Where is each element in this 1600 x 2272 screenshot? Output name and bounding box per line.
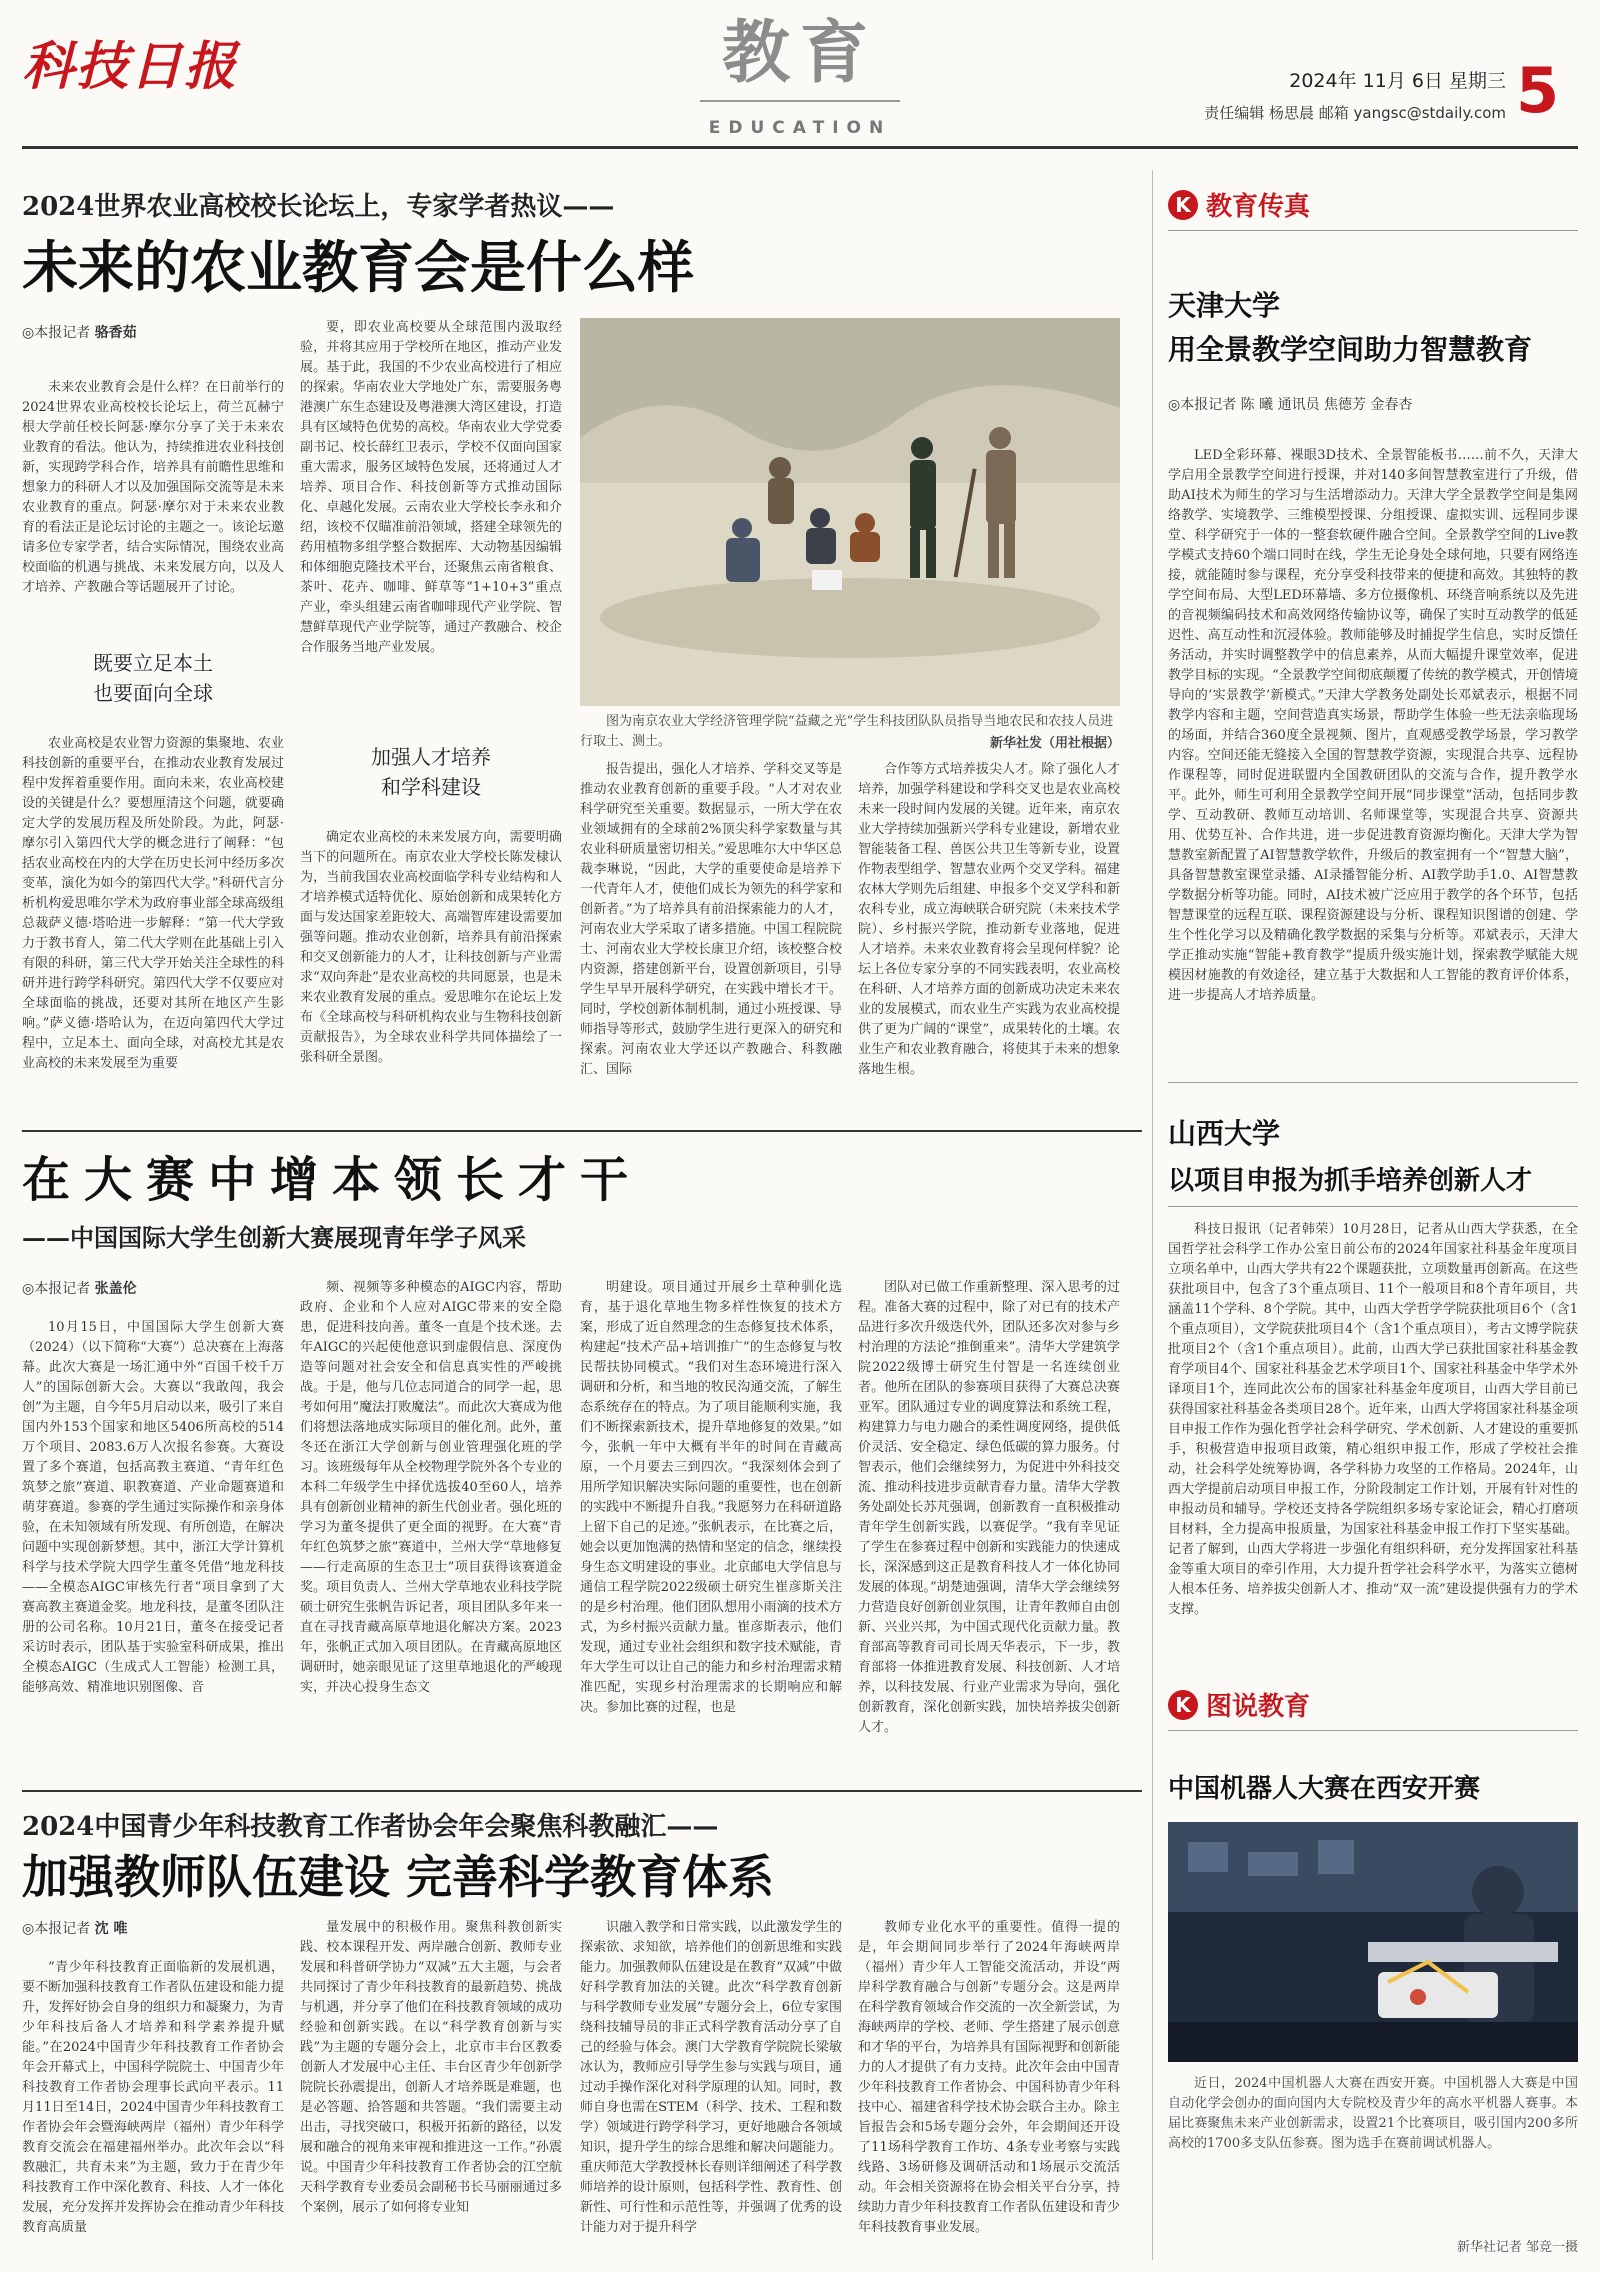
article1-headline: 未来的农业教育会是什么样 <box>22 236 694 301</box>
section-title: 教育 <box>721 14 878 93</box>
robot-contest-title: 中国机器人大赛在西安开赛 <box>1168 1774 1481 1804</box>
article1-photo-credit: 新华社发（用社根据） <box>989 736 1120 751</box>
article3-headline: 加强教师队伍建设 完善科学教育体系 <box>22 1850 775 1904</box>
article2-bottom-rule <box>22 1790 1142 1792</box>
article2-col4: 团队对已做工作重新整理、深入思考的过程。准备大赛的过程中，除了对已有的技术产品进行多次升级迭代外，团队还多次对参与乡村治理的方法论“推倒重来”。清华大学建筑学院2022级博士研究生付智是一名连续创业者。他所在团队的参赛项目获得了大赛总决赛亚军。团队通过专业的调度算法和系统工程，构建算力与电力融合的柔性调度网络，提供低价灵活、安全稳定、绿色低碳的算力服务。付智表示，他们会继续努力，为促进中外科技交流、推动科技进步贡献青春力量。清华大学教务处副处长苏芃强调，创新教育一直积极推动青年学生创新实践，以赛促学。“我有幸见证了学生在参赛过程中创新和实践能力的快速成长，深深感到这正是教育科技人才一体化协同发展的体现。”胡楚迪强调，清华大学会继续努力营造良好创新创业氛围，让青年教师自由创新、兴业兴邦，为中国式现代化贡献力量。教育部高等教育司司长周天华表示，下一步，教育部将一体推进教育发展、科技创新、人才培养，以科技发展、行业产业需求为导向，强化创新教育，深化创新实践，加快培养拔尖创新人才。 <box>858 1280 1120 1735</box>
k-badge-icon: K <box>1168 1690 1198 1720</box>
article1-col2: 要，即农业高校要从全球范围内汲取经验，并将其应用于学校所在地区，推动产业发展。基于此，我国的不少农业高校进行了相应的探索。华南农业大学地处广东，需要服务粤港澳广东生态建设及粤港澳大湾区建设，打造具有区域特色优势的高校。华南农业大学党委副书记、校长薛红卫表示，学校不仅面向国家重大需求，服务区域特色发展，还将通过人才培养、项目合作、科技创新等方式推动国际化、卓越化发展。云南农业大学校长李永和介绍，该校不仅瞄准前沿领域，搭建全球领先的药用植物多组学整合数据库、大动物基因编辑和体细胞克隆技术平台，还聚焦云南省粮食、茶叶、花卉、咖啡、鲜草等“1+10+3”重点产业，牵头组建云南省咖啡现代产业学院、智慧鲜草现代产业学院等，通过产教融合、校企合作服务当地产业发展。 <box>300 320 562 655</box>
robot-contest-credit: 新华社记者 邹竞一摄 <box>1456 2240 1578 2255</box>
article3-byline: ◎本报记者 沈 唯 <box>22 1921 128 1937</box>
editor-info: 责任编辑 杨思晨 邮箱 yangsc@stdaily.com <box>1204 104 1506 122</box>
sidebar-rule-4 <box>1168 1730 1578 1731</box>
article2-col1: 10月15日，中国国际大学生创新大赛（2024）（以下简称“大赛”）总决赛在上海落幕。此次大赛是一场汇通中外“百国千校千万人”的国际创新大会。大赛以“我敢闯，我会创”为主题，自今年5月启动以来，吸引了来自国内外153个国家和地区5406所高校的514万个项目、2083.6万人次报名参赛。大赛设置了多个赛道，包括高教主赛道、“青年红色筑梦之旅”赛道、职教赛道、产业命题赛道和萌芽赛道。参赛的学生通过实际操作和亲身体验，在未知领域有所发现、有所创造，在解决问题中实现创新梦想。其中，浙江大学计算机科学与技术学院大四学生董冬凭借“地龙科技——全模态AIGC审核先行者”项目拿到了大赛高教主赛道金奖。地龙科技，是董冬团队注册的公司名称。10月21日，董冬在接受记者采访时表示，团队基于实验室科研成果，推出全模态AIGC（生成式人工智能）检测工具，能够高效、精准地识别图像、音 <box>22 1320 284 1695</box>
article1-photo-caption: 图为南京农业大学经济管理学院“益藏之光”学生科技团队队员指导当地农民和农技人员进行取土、测土。 <box>580 714 1114 749</box>
article3-kicker: 2024中国青少年科技教育工作者协会年会聚焦科教融汇—— <box>22 1812 719 1842</box>
article1-col1: 未来农业教育会是什么样？在日前举行的2024世界农业高校校长论坛上，荷兰瓦赫宁根大学前任校长阿瑟·摩尔分享了关于未来农业教育的看法。他认为，持续推进农业科技创新，实现跨学科合作，培养具有前瞻性思维和想象力的科研人才以及加强国际交流等是未来农业教育的重点。阿瑟·摩尔对于未来农业教育的看法正是论坛讨论的主题之一。该论坛邀请多位专家学者，结合实际情况，围绕农业高校面临的机遇与挑战、未来发展方向，以及人才培养、产教融合等话题展开了讨论。 <box>22 380 284 595</box>
article1-col1b: 农业高校是农业智力资源的集聚地、农业科技创新的重要平台，在推动农业教育发展过程中发挥着重要作用。面向未来，农业高校建设的关键是什么？要想厘清这个问题，就要确定大学的发展历程及所处阶段。为此，阿瑟·摩尔引入第四代大学的概念进行了阐释：“包括农业高校在内的大学在历史长河中经历多次变革，演化为如今的第四代大学。”科研代言分析机构爱思唯尔学术为政府事业部全球高级组总裁萨义德·塔哈进一步解释：“第一代大学致力于教书育人，第二代大学则在此基础上引入有限的科研，第三代大学开始关注全球性的科研并进行跨学科研究。第四代大学不仅要应对全球面临的挑战，还要对其所在地区产生影响。”萨义德·塔哈认为，在迈向第四代大学过程中，立足本土、面向全球，对高校尤其是农业高校的未来发展至为重要 <box>22 736 284 1071</box>
sidebar-rule-2 <box>1168 1082 1578 1083</box>
issue-date: 2024年 11月 6日 星期三 <box>1289 70 1506 92</box>
article3-col1: “青少年科技教育正面临新的发展机遇，要不断加强科技教育工作者队伍建设和能力提升，发挥好协会自身的组织力和凝聚力，为青少年科技后备人才培养和科学素养提升赋能。”在2024中国青少年科技教育工作者协会年会开幕式上，中国科学院院士、中国青少年科技教育工作者协会理事长武向平表示。11月11日至14日，2024中国青少年科技教育工作者协会年会暨海峡两岸（福州）青少年科学教育交流会在福建福州举办。此次年会以“科教融汇，共育未来”为主题，致力于在青少年科技教育工作中深化教育、科技、人才一体化发展，充分发挥并发挥协会在推动青少年科技教育高质量 <box>22 1960 284 2235</box>
article1-col4: 合作等方式培养拔尖人才。除了强化人才培养，加强学科建设和学科交叉也是农业高校未来一段时间内发展的关键。近年来，南京农业大学持续加强新兴学科专业建设，新增农业智能装备工程、兽医公共卫生等新专业，设置作物表型组学、智慧农业两个交叉学科。福建农林大学则先后组建、申报多个交叉学科和新农科专业，成立海峡联合研究院（未来技术学院）、乡村振兴学院，推动新专业落地，促进人才培养。未来农业教育将会呈现何样貌？论坛上各位专家分享的不同实践表明，农业高校在科研、人才培养方面的创新成功决定未来农业的发展模式，而农业生产实践为农业高校提供了更为广阔的“课堂”，成果转化的土壤。农业生产和农业教育融合，将使其于未来的想象落地生根。 <box>858 762 1120 1077</box>
column-header-tushuo-jiaoyu: K 图说教育 <box>1168 1686 1310 1723</box>
article2-subtitle: ——中国国际大学生创新大赛展现青年学子风采 <box>22 1223 526 1252</box>
robot-debugging-image <box>1168 1822 1578 2062</box>
article1-byline: ◎本报记者 骆香茹 <box>22 325 137 341</box>
article1-col2b: 确定农业高校的未来发展方向，需要明确当下的问题所在。南京农业大学校长陈发棣认为，当前我国农业高校面临学科专业结构和人才培养模式适特优化、原始创新和成果转化方面与发达国家差距较大、高端智库建设需要加强等问题。推动农业创新，培养具有前沿探索和交叉创新能力的人才，让科技创新与产业需求“双向奔赴”是农业高校的共同愿景，也是未来农业教育发展的重点。爱思唯尔在论坛上发布《全球高校与科研机构农业与生物科技创新贡献报告》，为全球农业科学共同体描绘了一张科研全景图。 <box>300 830 562 1065</box>
article1-kicker: 2024世界农业高校校长论坛上，专家学者热议—— <box>22 192 615 222</box>
article3-col3: 识融入教学和日常实践，以此激发学生的探索欲、求知欲，培养他们的创新思维和实践能力。加强教师队伍建设是在教育“双减”中做好科学教育加法的关键。此次“科学教育创新与科学教师专业发展”专题分会上，6位专家围绕科技辅导员的非正式科学教育活动分享了自己的经验与体会。澳门大学教育学院院长梁敏冰认为，教师应引导学生参与实践与项目，通过动手操作深化对科学原理的认知。同时，教师自身也需在STEM（科学、技术、工程和数学）领域进行跨学科学习，更好地融合各领域知识，提升学生的综合思维和解决问题能力。重庆师范大学教授林长春则详细阐述了科学教师培养的设计原则，包括科学性、教育性、创新性、可行性和示范性等，并强调了优秀的设计能力对于提升科学 <box>580 1920 842 2235</box>
article2-headline: 在大赛中增本领长才干 <box>22 1152 643 1208</box>
article2-col2: 频、视频等多种模态的AIGC内容，帮助政府、企业和个人应对AIGC带来的安全隐患，促进科技向善。董冬一直是个技术迷。去年AIGC的兴起使他意识到虚假信息、深度伪造等问题对社会安全和信息真实性的严峻挑战。于是，他与几位志同道合的同学一起，思考如何用“魔法打败魔法”。而此次大赛成为他们将想法落地成实际项目的催化剂。此外，董冬还在浙江大学创新与创业管理强化班的学习。该班级每年从全校物理学院外各个专业的本科二年级学生中择优选拔40至60人，培养具有创新创业精神的新生代创业者。强化班的学习为董冬提供了更全面的视野。在大赛“青年红色筑梦之旅”赛道中，兰州大学“草地修复——行走高原的生态卫士”项目获得该赛道金奖。项目负责人、兰州大学草地农业科技学院硕士研究生张帆告诉记者，项目团队多年来一直在寻找青藏高原草地退化解决方案。2023年，张帆正式加入项目团队。在青藏高原地区调研时，她亲眼见证了这里草地退化的严峻现实，并决心投身生态文 <box>300 1280 562 1695</box>
article1-subhead1: 既要立足本土 也要面向全球 <box>93 651 213 705</box>
robot-contest-photo <box>1168 1822 1578 2062</box>
field-soil-testing-image <box>580 318 1120 706</box>
sidebar-rule <box>1168 230 1578 231</box>
masthead-rule <box>22 146 1578 149</box>
article1-bottom-rule <box>22 1130 1142 1132</box>
article3-col2: 量发展中的积极作用。聚焦科教创新实践、校本课程开发、两岸融合创新、教师专业发展和科普研学协力“双减”五大主题，与会者共同探讨了青少年科技教育的最新趋势、挑战与机遇，并分享了他们在科技教育领域的成功经验和创新实践。在以“科学教育创新与实践”为主题的专题分会上，北京市丰台区教委创新人才发展中心主任、丰台区青少年创新学院院长孙震提出，创新人才培养既是难题，也是必答题、拾答题和共答题。“我们需要主动出击，寻找突破口，积极开拓新的路径，以发展和融合的视角来审视和推进这一工作。”孙震说。中国青少年科技教育工作者协会的江空航天科学教育专业委员会副秘书长马丽丽通过多个案例，展示了如何将专业知 <box>300 1920 562 2215</box>
k-badge-icon: K <box>1168 190 1198 220</box>
sidebar-rule-3 <box>1168 1206 1578 1207</box>
tianjin-article-title: 用全景教学空间助力智慧教育 <box>1168 333 1533 366</box>
robot-contest-caption: 近日，2024中国机器人大赛在西安开赛。中国机器人大赛是中国自动化学会创办的面向国内大专院校及青少年的高水平机器人赛事。本届比赛聚焦未来产业创新需求，设置21个比赛项目，吸引国内200多所高校的1700多支队伍参赛。图为选手在赛前调试机器人。 <box>1168 2076 1578 2151</box>
page-number: 5 <box>1516 54 1560 127</box>
article1-photo <box>580 318 1120 706</box>
article3-col4: 教师专业化水平的重要性。值得一提的是，年会期间同步举行了2024年海峡两岸（福州）青少年人工智能交流活动，并设“两岸科学教育融合与创新”专题分会。这是两岸在科学教育领域合作交流的一次全新尝试，为海峡两岸的学校、老师、学生搭建了展示创意和才华的平台，为培养具有国际视野和创新能力的人才提供了有力支持。此次年会由中国青少年科技教育工作者协会、中国科协青少年科技中心、福建省科学技术协会联合主办。除主旨报告会和5场专题分会外，年会期间还开设了11场科学教育工作坊、4条专业考察与实践线路、3场研修及调研活动和1场展示交流活动。年会相关资源将在协会相关平台分享，持续助力青少年科技教育工作者队伍建设和青少年科技教育事业发展。 <box>858 1920 1120 2235</box>
sidebar-divider <box>1152 170 1153 2260</box>
shanxi-article-title: 以项目申报为抓手培养创新人才 <box>1168 1166 1533 1196</box>
tianjin-university-title: 天津大学 <box>1168 289 1281 322</box>
column-header-jiaoyu-chuanzhen: K 教育传真 <box>1168 186 1310 223</box>
article1-col3: 报告提出，强化人才培养、学科交叉等是推动农业教育创新的重要手段。“人才对农业科学研究至关重要。数据显示，一所大学在农业领域拥有的全球前2%顶尖科学家数量与其农业科研质量密切相关。”爱思唯尔大中华区总裁李琳说，“因此，大学的重要使命是培养下一代青年人才，使他们成长为领先的科学家和创新者。”为了培养具有前沿探索能力的人才，河南农业大学采取了诸多措施。中国工程院院士、河南农业大学校长康卫介绍，该校整合校内资源，搭建创新平台，设置创新项目，引导学生早早开展科学研究，在实践中增长才干。同时，学校创新体制机制，通过小班授课、导师指导等形式，鼓励学生进行更深入的研究和探索。河南农业大学还以产教融合、科教融汇、国际 <box>580 762 842 1077</box>
article2-col3: 明建设。项目通过开展乡土草种驯化选育，基于退化草地生物多样性恢复的技术方案，形成了近自然理念的生态修复技术体系，构建起“技术产品+培训推广”的生态修复与牧民帮扶协同模式。“我们对生态环境进行深入调研和分析，和当地的牧民沟通交流，了解生态系统存在的特点。为了项目能顺利实施，我们不断探索新技术，提升草地修复的效果。”如今，张帆一年中大概有半年的时间在青藏高原，一个月要去三到四次。“我深刻体会到了用所学知识解决实际问题的重要性，也在创新的实践中不断提升自我。”我愿努力在科研道路上留下自己的足迹。”张帆表示，在比赛之后，她会以更加饱满的热情和坚定的信念，继续投身生态文明建设的事业。北京邮电大学信息与通信工程学院2022级硕士研究生崔彦斯关注的是乡村治理。他们团队想用小雨滴的技术方式，为乡村振兴贡献力量。崔彦斯表示，他们发现，通过专业社会组织和数字技术赋能，青年大学生可以让自己的能力和乡村治理需求精准匹配，实现乡村治理需求的长期响应和解决。参加比赛的过程，也是 <box>580 1280 842 1715</box>
shanxi-article-body: 科技日报讯（记者韩荣）10月28日，记者从山西大学获悉，在全国哲学社会科学工作办公室日前公布的2024年国家社科基金年度项目立项名单中，山西大学共有22个课题获批，立项数量再创新高。在这些获批项目中，包含了3个重点项目、11个一般项目和8个青年项目，共涵盖11个学科、8个学院。其中，山西大学哲学学院获批项目6个（含1个重点项目），文学院获批项目4个（含1个重点项目），考古文博学院获批项目2个（含1个重点项目）。此前，山西大学已获批国家社科基金教育学项目4个、国家社科基金艺术学项目1个、国家社科基金中华学术外译项目1个，连同此次公布的国家社科基金年度项目，山西大学目前已获得国家社科基金各类项目28个。近年来，山西大学将国家社科基金项目申报工作作为强化哲学社会科学研究、学术创新、人才建设的重要抓手，积极营造申报项目政策，精心组织申报工作，形成了学校社会推动，社会科学处统筹协调，各学科协力攻坚的工作格局。2024年，山西大学提前启动项目申报工作，分阶段制定工作计划，开展有针对性的申报动员和辅导。学校还支持各学院组织多场专家论证会，精心打磨项目材料，全力提高申报质量，为国家社科基金申报工作打下坚实基础。记者了解到，山西大学将进一步强化有组织科研，充分发挥国家社科基金等重大项目的牵引作用，大力提升哲学社会科学水平，为落实立德树人根本任务、培养拔尖创新人才、推动“双一流”建设提供强有力的学术支撑。 <box>1168 1222 1578 1617</box>
shanxi-university-title: 山西大学 <box>1168 1117 1281 1150</box>
article1-subhead2: 加强人才培养 和学科建设 <box>371 745 491 799</box>
article2-byline: ◎本报记者 张盖伦 <box>22 1281 137 1297</box>
section-divider <box>700 100 900 102</box>
tianjin-byline: ◎本报记者 陈 曦 通讯员 焦德芳 金春杏 <box>1168 397 1413 413</box>
newspaper-logo: 科技日报 <box>22 36 239 97</box>
section-subtitle: EDUCATION <box>708 118 892 138</box>
tianjin-article-body: LED全彩环幕、裸眼3D技术、全景智能板书……前不久，天津大学启用全景教学空间进行授课，并对140多间智慧教室进行了升级，借助AI技术为师生的学习与生活增添动力。天津大学全景教学空间是集网络教学、实境教学、三维模型授课、分组授课、虚拟实训、远程同步课堂、科学研究于一体的一整套软硬件融合空间。全景教学空间的Live教学模式支持60个端口同时在线，学生无论身处全球何地，只要有网络连接，就能随时参与课程，充分享受科技带来的便捷和高效。其独特的教学空间布局、大型LED环幕墙、多方位摄像机、环绕音响系统以及先进的音视频编码技术和高效网络传输协议等，确保了实时互动教学的低延迟性、高互动性和沉浸体验。教师能够及时捕捉学生信息，实时反馈任务活动，并实时调整教学中的信息素养，从而大幅提升课堂效率，促进教学目标的实现。“全景教学空间彻底颠覆了传统的教学模式，开创情境导向的‘实景教学’新模式。”天津大学教务处副处长邓斌表示，根据不同教学内容和主题，空间营造真实场景，帮助学生体验一些无法亲临现场的场面，并结合360度全景视频、图片，直观感受教学场景，学习教学内容。空间还能无缝接入全国的智慧教学资源，实现混合共享、远程协作课程等，同时促进联盟内全国教研团队的交流与合作，提升教学水平。此外，师生可利用全景教学空间开展“同步课堂”活动，包括同步教学、互动教研、教师互动培训、名师课堂等，实现混合共享、资源共用、优势互补、合作共进，进一步促进教育资源均衡化。天津大学为智慧教室新配置了AI智慧教学软件，升级后的教室拥有一个“智慧大脑”，具备智慧教室课堂录播、AI录播智能分析、AI教学助手1.0、AI智慧教学数据分析等功能。同时，AI技术被广泛应用于教学的各个环节，包括智慧课堂的远程互联、课程资源建设与分析、课程知识图谱的创建、学生个性化学习以及精确化教学数据的采集与分析等。邓斌表示，天津大学正推动实施“智能+教育教学”提质升级实施计划，探索教学赋能大规模因材施教的有效途径，建立基于大数据和人工智能的教育评价体系，进一步提高人才培养质量。 <box>1168 448 1578 1003</box>
